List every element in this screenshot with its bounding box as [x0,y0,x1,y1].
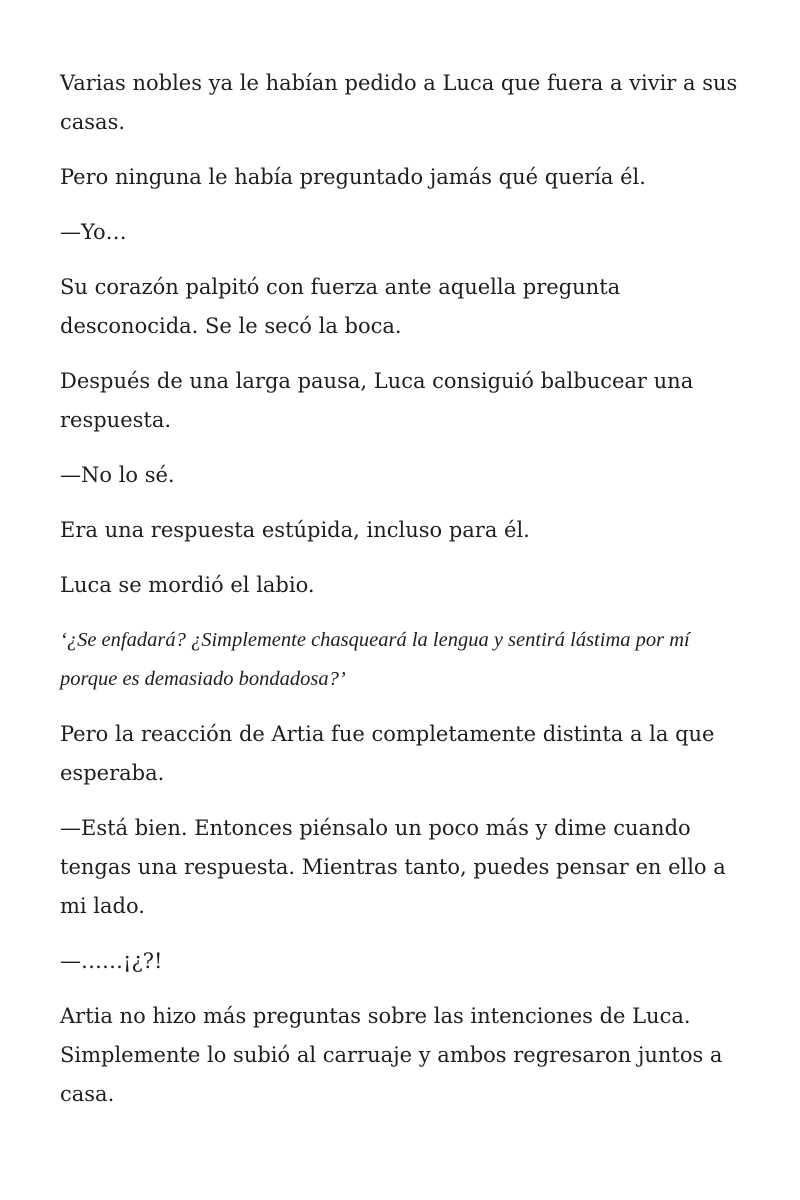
dialogue-line: —Está bien. Entonces piénsalo un poco más y dime cuando tengas una respuesta. Mientras tanto, puedes pensar en ello a mi lado. [60,816,726,918]
inner-thought: ‘¿Se enfadará? ¿Simplemente chasqueará la lengua y sentirá lástima por mí porque es demasiado bondadosa?’ [60,629,690,690]
dialogue-line: —Yo… [60,220,127,244]
paragraph: Artia no hizo más preguntas sobre las intenciones de Luca. Simplemente lo subió al carruaje y ambos regresaron juntos a casa. [60,1004,723,1106]
paragraph: Varias nobles ya le habían pedido a Luca que fuera a vivir a sus casas. [60,71,738,134]
dialogue-line: —……¡¿?! [60,949,163,973]
paragraph: Pero la reacción de Artia fue completamente distinta a la que esperaba. [60,722,715,785]
paragraph: Su corazón palpitó con fuerza ante aquella pregunta desconocida. Se le secó la boca. [60,275,621,338]
paragraph: Después de una larga pausa, Luca consiguió balbucear una respuesta. [60,369,694,432]
paragraph: Era una respuesta estúpida, incluso para él. [60,518,530,542]
reading-page [60,64,750,1130]
dialogue-line: —No lo sé. [60,463,175,487]
paragraph: Luca se mordió el labio. [60,573,315,597]
paragraph: Pero ninguna le había preguntado jamás qué quería él. [60,165,646,189]
